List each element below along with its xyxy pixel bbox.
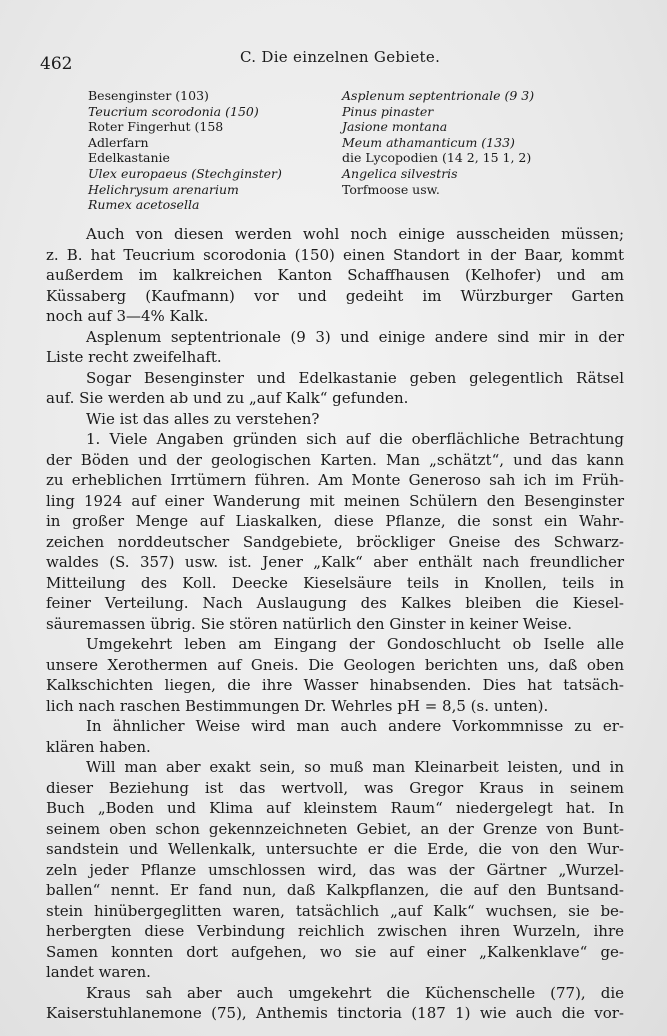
text-line: klären haben. <box>46 737 151 756</box>
paragraph <box>46 429 624 634</box>
text-line: feiner Verteilung. Nach Auslaugung des Kalkes bleiben die Kiesel- <box>46 594 624 612</box>
text-line: ballen“ nennt. Er fand nun, daß Kalkpflanzen, die auf den Buntsand- <box>46 881 624 899</box>
text-line: ling 1924 auf einer Wanderung mit meinen Schülern den Besenginster <box>46 491 624 510</box>
text-line: außerdem im kalkreichen Kanton Schaffhausen (Kelhofer) und am <box>46 266 624 284</box>
text-line: Kalkschichten liegen, die ihre Wasser hinabsenden. Dies hat tatsäch- <box>46 676 624 694</box>
text-line: Kraus sah aber auch umgekehrt die Küchenschelle (77), die <box>86 983 624 1002</box>
text-line: stein hinübergeglitten waren, tatsächlich „auf Kalk“ wuchsen, sie be- <box>46 901 624 920</box>
text-line: zeichen norddeutscher Sandgebiete, bröckliger Gneise des Schwarz- <box>46 532 624 551</box>
plant-list-left-column <box>88 88 328 213</box>
text-line: Sogar Besenginster und Edelkastanie geben gelegentlich Rätsel <box>86 368 624 387</box>
text-line: Küssaberg (Kaufmann) vor und gedeiht im Würzburger Garten <box>46 286 624 305</box>
text-line: noch auf 3—4% Kalk. <box>46 307 209 325</box>
paragraph <box>46 327 624 368</box>
text-line: Will man aber exakt sein, so muß man Kleinarbeit leisten, und in <box>86 758 624 776</box>
text-line: 1. Viele Angaben gründen sich auf die oberflächliche Betrachtung <box>86 430 624 448</box>
plant-entry: Edelkastanie <box>88 150 170 166</box>
paragraph <box>46 224 624 327</box>
paragraph <box>46 983 624 1024</box>
text-line: zu erheblichen Irrtümern führen. Am Monte Generoso sah ich im Früh- <box>46 471 624 489</box>
plant-entry: Ulex europaeus (Stechginster) <box>88 165 282 181</box>
text-line: seinem oben schon gekennzeichneten Gebiet, an der Grenze von Bunt- <box>46 819 624 838</box>
paragraph <box>46 716 624 757</box>
text-line: Buch „Boden und Klima auf kleinstem Raum“ niedergelegt hat. In <box>46 799 624 817</box>
page-number: 462 <box>40 54 73 74</box>
text-line: z. B. hat Teucrium scorodonia (150) einen Standort in der Baar, kommt <box>46 245 624 264</box>
plant-entry: Adlerfarn <box>88 134 149 150</box>
text-line: lich nach raschen Bestimmungen Dr. Wehrles pH = 8,5 (s. unten). <box>46 696 549 715</box>
text-line: unsere Xerothermen auf Gneis. Die Geologen berichten uns, daß oben <box>46 655 624 674</box>
text-line: zeln jeder Pflanze umschlossen wird, das was der Gärtner „Wurzel- <box>46 860 624 879</box>
text-line: In ähnlicher Weise wird man auch andere Vorkommnisse zu er- <box>86 717 624 735</box>
text-line: Asplenum septentrionale (9 3) und einige andere sind mir in der <box>86 327 624 346</box>
text-line: der Böden und der geologischen Karten. Man „schätzt“, und das kann <box>46 450 624 469</box>
plant-entry: Asplenum septentrionale (9 3) <box>342 88 535 103</box>
plant-entry: Roter Fingerhut (158 <box>88 119 224 135</box>
running-head: C. Die einzelnen Gebiete. <box>240 48 441 66</box>
paragraph <box>46 757 624 983</box>
plant-entry: Jasione montana <box>342 119 448 135</box>
text-line: landet waren. <box>46 963 151 981</box>
paragraph <box>46 409 624 430</box>
text-line: säuremassen übrig. Sie stören natürlich den Ginster in keiner Weise. <box>46 614 572 633</box>
plant-entry: Teucrium scorodonia (150) <box>88 103 259 119</box>
text-line: herbergten diese Verbindung reichlich zwischen ihren Wurzeln, ihre <box>46 922 624 940</box>
text-line: Kaiserstuhlanemone (75), Anthemis tinctoria (187 1) wie auch die vor- <box>46 1004 624 1022</box>
text-line: Wie ist das alles zu verstehen? <box>86 409 320 428</box>
text-line: in großer Menge auf Liaskalken, diese Pflanze, die sonst ein Wahr- <box>46 512 624 530</box>
plant-list-right-column <box>342 88 582 197</box>
text-line: auf. Sie werden ab und zu „auf Kalk“ gefunden. <box>46 389 409 407</box>
plant-entry: Helichrysum arenarium <box>88 181 239 197</box>
plant-entry: Torfmoose usw. <box>342 181 440 197</box>
plant-entry: Meum athamanticum (133) <box>342 134 515 150</box>
text-line: Auch von diesen werden wohl noch einige ausscheiden müssen; <box>86 225 624 243</box>
text-line: dieser Beziehung ist das wertvoll, was Gregor Kraus in seinem <box>46 778 624 797</box>
plant-entry: Besenginster (103) <box>88 88 209 103</box>
body-text <box>46 224 624 1024</box>
page-header <box>40 46 620 74</box>
text-line: waldes (S. 357) usw. ist. Jener „Kalk“ aber enthält nach freundlicher <box>46 553 624 571</box>
plant-entry: Angelica silvestris <box>342 165 458 181</box>
text-line: Samen konnten dort aufgehen, wo sie auf einer „Kalkenklave“ ge- <box>46 942 624 961</box>
paragraph <box>46 634 624 716</box>
paragraph <box>46 368 624 409</box>
plant-entry: Rumex acetosella <box>88 197 200 213</box>
plant-entry: Pinus pinaster <box>342 103 434 119</box>
plant-entry: die Lycopodien (14 2, 15 1, 2) <box>342 150 532 166</box>
text-line: Umgekehrt leben am Eingang der Gondoschlucht ob Iselle alle <box>86 635 624 653</box>
text-line: Mitteilung des Koll. Deecke Kieselsäure teils in Knollen, teils in <box>46 573 624 592</box>
text-line: Liste recht zweifelhaft. <box>46 348 222 366</box>
text-line: sandstein und Wellenkalk, untersuchte er die Erde, die von den Wur- <box>46 840 624 858</box>
